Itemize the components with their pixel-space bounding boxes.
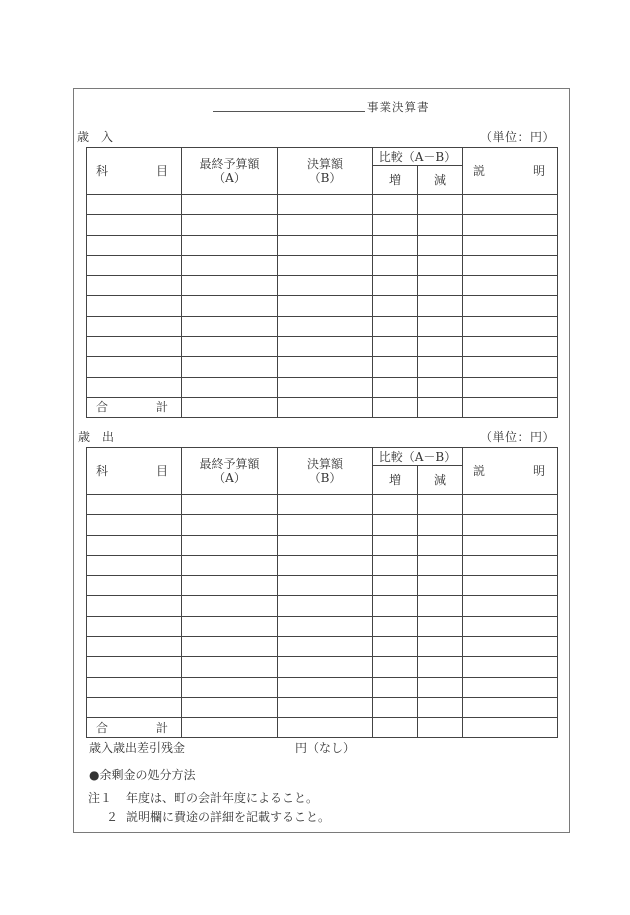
cell-final-budget bbox=[182, 637, 278, 657]
total-final-budget bbox=[182, 718, 278, 738]
cell-increase bbox=[373, 495, 418, 515]
cell-final-budget bbox=[182, 555, 278, 575]
cell-explanation bbox=[463, 235, 558, 255]
cell-final-budget bbox=[182, 677, 278, 697]
table-row bbox=[87, 255, 558, 275]
header-increase: 増 bbox=[373, 466, 418, 495]
total-final-budget bbox=[182, 397, 278, 417]
cell-decrease bbox=[418, 555, 463, 575]
cell-explanation bbox=[463, 296, 558, 316]
cell-item bbox=[87, 637, 182, 657]
title-blank-line bbox=[213, 111, 365, 112]
cell-decrease bbox=[418, 495, 463, 515]
cell-final-budget bbox=[182, 657, 278, 677]
cell-item bbox=[87, 657, 182, 677]
header-item: 科 目 bbox=[87, 148, 182, 195]
cell-settlement bbox=[278, 515, 373, 535]
header-comparison: 比較（A－B） bbox=[373, 448, 463, 466]
table-row bbox=[87, 296, 558, 316]
expenditure-unit-label: （単位：円） bbox=[480, 430, 556, 444]
cell-final-budget bbox=[182, 576, 278, 596]
cell-explanation bbox=[463, 357, 558, 377]
balance-unit-note: 円（なし） bbox=[295, 741, 356, 755]
cell-settlement bbox=[278, 657, 373, 677]
cell-settlement bbox=[278, 255, 373, 275]
table-row bbox=[87, 515, 558, 535]
total-explanation bbox=[463, 718, 558, 738]
cell-explanation bbox=[463, 555, 558, 575]
cell-increase bbox=[373, 276, 418, 296]
cell-settlement bbox=[278, 316, 373, 336]
cell-item bbox=[87, 195, 182, 215]
revenue-section-label: 歳 入 bbox=[77, 130, 114, 144]
total-increase bbox=[373, 397, 418, 417]
cell-increase bbox=[373, 596, 418, 616]
cell-final-budget bbox=[182, 377, 278, 397]
cell-final-budget bbox=[182, 616, 278, 636]
cell-final-budget bbox=[182, 357, 278, 377]
cell-item bbox=[87, 596, 182, 616]
balance-label: 歳入歳出差引残金 bbox=[89, 741, 186, 755]
cell-final-budget bbox=[182, 276, 278, 296]
cell-settlement bbox=[278, 555, 373, 575]
cell-decrease bbox=[418, 276, 463, 296]
note-text: 説明欄に費途の詳細を記載すること。 bbox=[126, 810, 331, 824]
cell-decrease bbox=[418, 215, 463, 235]
revenue-rows bbox=[87, 195, 558, 398]
cell-increase bbox=[373, 255, 418, 275]
table-row bbox=[87, 555, 558, 575]
cell-increase bbox=[373, 296, 418, 316]
cell-increase bbox=[373, 677, 418, 697]
table-row bbox=[87, 697, 558, 717]
header-item: 科 目 bbox=[87, 448, 182, 495]
table-row bbox=[87, 677, 558, 697]
bullet-icon: ● bbox=[89, 768, 100, 782]
cell-explanation bbox=[463, 316, 558, 336]
cell-explanation bbox=[463, 515, 558, 535]
header-explanation: 説 明 bbox=[463, 448, 558, 495]
cell-final-budget bbox=[182, 495, 278, 515]
table-row bbox=[87, 596, 558, 616]
table-row bbox=[87, 657, 558, 677]
cell-item bbox=[87, 235, 182, 255]
cell-explanation bbox=[463, 215, 558, 235]
cell-final-budget bbox=[182, 316, 278, 336]
cell-item bbox=[87, 296, 182, 316]
expenditure-table bbox=[86, 447, 558, 738]
cell-increase bbox=[373, 515, 418, 535]
header-settlement: 決算額 （B） bbox=[278, 148, 373, 195]
cell-explanation bbox=[463, 657, 558, 677]
cell-settlement bbox=[278, 276, 373, 296]
cell-explanation bbox=[463, 697, 558, 717]
cell-decrease bbox=[418, 657, 463, 677]
cell-item bbox=[87, 576, 182, 596]
table-row bbox=[87, 316, 558, 336]
cell-settlement bbox=[278, 235, 373, 255]
cell-decrease bbox=[418, 235, 463, 255]
cell-final-budget bbox=[182, 337, 278, 357]
header-final-budget: 最終予算額 （A） bbox=[182, 448, 278, 495]
cell-explanation bbox=[463, 616, 558, 636]
cell-increase bbox=[373, 377, 418, 397]
note-1 bbox=[88, 791, 318, 805]
cell-increase bbox=[373, 195, 418, 215]
revenue-table bbox=[86, 147, 558, 418]
cell-settlement bbox=[278, 576, 373, 596]
cell-item bbox=[87, 535, 182, 555]
table-row bbox=[87, 276, 558, 296]
cell-final-budget bbox=[182, 195, 278, 215]
cell-increase bbox=[373, 697, 418, 717]
total-label: 合 計 bbox=[87, 718, 182, 738]
table-row bbox=[87, 495, 558, 515]
header-decrease: 減 bbox=[418, 466, 463, 495]
cell-settlement bbox=[278, 296, 373, 316]
cell-item bbox=[87, 316, 182, 336]
table-row bbox=[87, 377, 558, 397]
cell-decrease bbox=[418, 616, 463, 636]
cell-item bbox=[87, 677, 182, 697]
cell-item bbox=[87, 255, 182, 275]
cell-increase bbox=[373, 357, 418, 377]
cell-settlement bbox=[278, 677, 373, 697]
note-2 bbox=[106, 810, 330, 824]
total-decrease bbox=[418, 718, 463, 738]
cell-item bbox=[87, 337, 182, 357]
cell-settlement bbox=[278, 215, 373, 235]
cell-item bbox=[87, 697, 182, 717]
cell-final-budget bbox=[182, 296, 278, 316]
cell-settlement bbox=[278, 616, 373, 636]
cell-item bbox=[87, 377, 182, 397]
header-comparison: 比較（A－B） bbox=[373, 148, 463, 166]
note-text: 年度は、町の会計年度によること。 bbox=[126, 791, 319, 805]
cell-decrease bbox=[418, 576, 463, 596]
cell-explanation bbox=[463, 677, 558, 697]
cell-decrease bbox=[418, 195, 463, 215]
header-final-budget: 最終予算額 （A） bbox=[182, 148, 278, 195]
cell-decrease bbox=[418, 357, 463, 377]
cell-increase bbox=[373, 235, 418, 255]
total-explanation bbox=[463, 397, 558, 417]
table-row bbox=[87, 215, 558, 235]
total-increase bbox=[373, 718, 418, 738]
table-row bbox=[87, 357, 558, 377]
cell-settlement bbox=[278, 535, 373, 555]
cell-item bbox=[87, 555, 182, 575]
total-row bbox=[87, 397, 558, 417]
cell-settlement bbox=[278, 357, 373, 377]
cell-increase bbox=[373, 616, 418, 636]
cell-settlement bbox=[278, 377, 373, 397]
total-settlement bbox=[278, 718, 373, 738]
cell-settlement bbox=[278, 637, 373, 657]
cell-final-budget bbox=[182, 235, 278, 255]
cell-explanation bbox=[463, 377, 558, 397]
table-row bbox=[87, 535, 558, 555]
table-row bbox=[87, 637, 558, 657]
cell-decrease bbox=[418, 316, 463, 336]
document-title: 事業決算書 bbox=[367, 100, 430, 114]
cell-increase bbox=[373, 337, 418, 357]
cell-explanation bbox=[463, 337, 558, 357]
cell-explanation bbox=[463, 596, 558, 616]
cell-explanation bbox=[463, 195, 558, 215]
cell-item bbox=[87, 276, 182, 296]
cell-final-budget bbox=[182, 515, 278, 535]
header-increase: 増 bbox=[373, 166, 418, 195]
cell-increase bbox=[373, 555, 418, 575]
cell-decrease bbox=[418, 377, 463, 397]
surplus-disposal-heading bbox=[89, 768, 196, 782]
cell-decrease bbox=[418, 296, 463, 316]
header-decrease: 減 bbox=[418, 166, 463, 195]
table-row bbox=[87, 337, 558, 357]
total-settlement bbox=[278, 397, 373, 417]
cell-item bbox=[87, 616, 182, 636]
cell-settlement bbox=[278, 337, 373, 357]
cell-item bbox=[87, 215, 182, 235]
table-row bbox=[87, 235, 558, 255]
header-explanation: 説 明 bbox=[463, 148, 558, 195]
total-row bbox=[87, 718, 558, 738]
cell-decrease bbox=[418, 637, 463, 657]
cell-increase bbox=[373, 657, 418, 677]
cell-decrease bbox=[418, 255, 463, 275]
cell-item bbox=[87, 357, 182, 377]
cell-explanation bbox=[463, 535, 558, 555]
expenditure-rows bbox=[87, 495, 558, 718]
note-marker: ２ bbox=[106, 810, 119, 824]
cell-decrease bbox=[418, 535, 463, 555]
cell-increase bbox=[373, 316, 418, 336]
cell-settlement bbox=[278, 195, 373, 215]
cell-explanation bbox=[463, 576, 558, 596]
cell-item bbox=[87, 515, 182, 535]
cell-decrease bbox=[418, 596, 463, 616]
cell-settlement bbox=[278, 596, 373, 616]
table-row bbox=[87, 576, 558, 596]
revenue-unit-label: （単位：円） bbox=[480, 130, 556, 144]
cell-decrease bbox=[418, 697, 463, 717]
cell-final-budget bbox=[182, 535, 278, 555]
cell-decrease bbox=[418, 337, 463, 357]
table-row bbox=[87, 616, 558, 636]
cell-explanation bbox=[463, 495, 558, 515]
table-row bbox=[87, 195, 558, 215]
cell-final-budget bbox=[182, 215, 278, 235]
total-label: 合 計 bbox=[87, 397, 182, 417]
cell-decrease bbox=[418, 515, 463, 535]
cell-increase bbox=[373, 637, 418, 657]
expenditure-section-label: 歳 出 bbox=[78, 430, 115, 444]
cell-increase bbox=[373, 215, 418, 235]
total-decrease bbox=[418, 397, 463, 417]
cell-settlement bbox=[278, 495, 373, 515]
cell-final-budget bbox=[182, 697, 278, 717]
cell-settlement bbox=[278, 697, 373, 717]
cell-increase bbox=[373, 576, 418, 596]
cell-explanation bbox=[463, 255, 558, 275]
surplus-label: 余剰金の処分方法 bbox=[99, 768, 196, 782]
cell-explanation bbox=[463, 637, 558, 657]
cell-final-budget bbox=[182, 596, 278, 616]
note-marker: 注１ bbox=[88, 791, 113, 805]
cell-decrease bbox=[418, 677, 463, 697]
cell-increase bbox=[373, 535, 418, 555]
cell-item bbox=[87, 495, 182, 515]
cell-final-budget bbox=[182, 255, 278, 275]
cell-explanation bbox=[463, 276, 558, 296]
header-settlement: 決算額 （B） bbox=[278, 448, 373, 495]
